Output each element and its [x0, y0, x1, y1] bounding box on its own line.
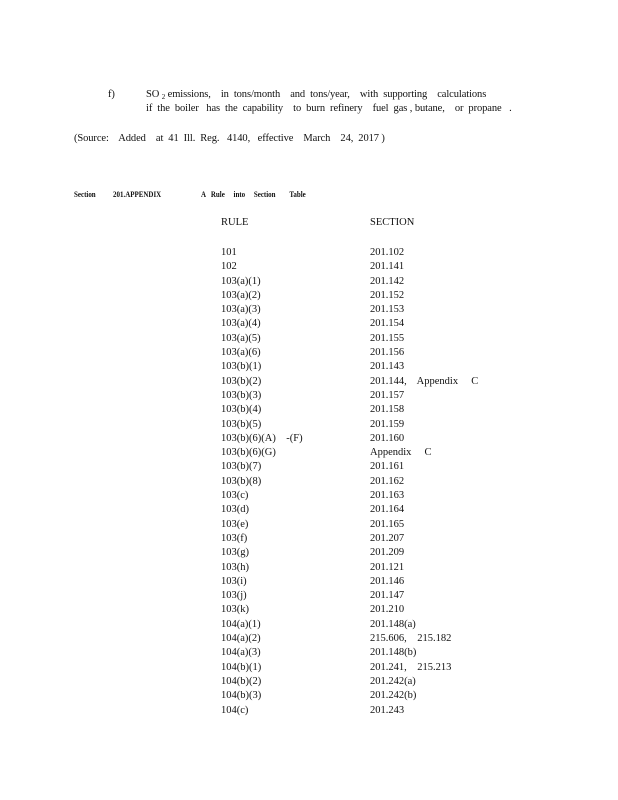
rule-cell: 104(b)(1)	[221, 661, 262, 673]
section-cell: Appendix C	[370, 447, 432, 459]
section-cell: 201.153	[370, 304, 405, 316]
section-cell: 201.142	[370, 275, 405, 287]
rule-cell: 103(d)	[221, 504, 249, 516]
rule-cell: 104(c)	[221, 704, 249, 716]
so-label: SO	[146, 89, 162, 100]
section-cell: 201.146	[370, 575, 405, 587]
rule-cell: 103(b)(2)	[221, 375, 262, 387]
item-marker: f)	[108, 89, 115, 100]
section-cell: 201.162	[370, 475, 405, 487]
section-cell: 201.164	[370, 504, 405, 516]
rule-cell: 103(k)	[221, 604, 249, 616]
rule-cell: 103(h)	[221, 561, 249, 573]
source-note: (Source: Added at 41 Ill. Reg. 4140, effective March 24, 2017 )	[74, 133, 385, 144]
section-cell: 201.155	[370, 332, 405, 344]
item-text-line-1-rest: emissions, in tons/month and tons/year, with supporting calculations	[165, 89, 487, 100]
section-cell: 201.163	[370, 490, 405, 502]
section-cell: 215.606, 215.182	[370, 633, 452, 645]
section-cell: 201.154	[370, 318, 405, 330]
section-cell: 201.152	[370, 289, 405, 301]
rule-cell: 103(g)	[221, 547, 249, 559]
section-cell: 201.209	[370, 547, 405, 559]
rule-cell: 103(a)(3)	[221, 304, 261, 316]
rule-cell: 104(a)(2)	[221, 633, 261, 645]
rule-cell: 103(b)(5)	[221, 418, 262, 430]
section-cell: 201.157	[370, 389, 405, 401]
rule-cell: 104(b)(3)	[221, 690, 262, 702]
rule-cell: 103(j)	[221, 590, 247, 602]
rule-cell: 103(a)(4)	[221, 318, 261, 330]
header-rule: RULE	[221, 217, 249, 228]
section-cell: 201.243	[370, 704, 405, 716]
rule-cell: 101	[221, 247, 237, 258]
rule-cell: 103(a)(1)	[221, 275, 261, 287]
rule-cell: 103(a)(5)	[221, 332, 261, 344]
section-cell: 201.207	[370, 532, 405, 544]
rule-cell: 103(b)(8)	[221, 475, 262, 487]
rule-cell: 103(a)(2)	[221, 289, 261, 301]
rule-cell: 103(a)(6)	[221, 347, 261, 359]
section-cell: 201.159	[370, 418, 405, 430]
section-cell: 201.156	[370, 347, 405, 359]
rule-cell: 104(a)(1)	[221, 618, 261, 630]
section-cell: 201.121	[370, 561, 405, 573]
rule-cell: 102	[221, 261, 237, 273]
rule-cell: 103(b)(6)(A) -(F)	[221, 432, 303, 444]
rule-cell: 103(b)(6)(G)	[221, 447, 276, 459]
appendix-heading-section: Section	[74, 189, 96, 199]
rule-cell: 103(f)	[221, 532, 248, 544]
rule-cell: 103(e)	[221, 518, 249, 530]
section-cell: 201.102	[370, 247, 405, 258]
rule-cell: 103(b)(4)	[221, 404, 262, 416]
item-text-line-2: if the boiler has the capability to burn refinery fuel gas , butane, or propane .	[146, 103, 512, 114]
section-cell: 201.143	[370, 361, 405, 373]
section-cell: 201.148(a)	[370, 618, 416, 630]
section-cell: 201.161	[370, 461, 405, 473]
rule-cell: 103(b)(3)	[221, 389, 262, 401]
section-cell: 201.160	[370, 432, 405, 444]
rule-cell: 104(b)(2)	[221, 675, 262, 687]
section-cell: 201.141	[370, 261, 405, 273]
section-cell: 201.165	[370, 518, 405, 530]
rule-cell: 104(a)(3)	[221, 647, 261, 659]
section-cell: 201.147	[370, 590, 405, 602]
rule-cell: 103(b)(7)	[221, 461, 262, 473]
appendix-heading-title: A Rule into Section Table	[201, 189, 306, 199]
section-cell: 201.242(a)	[370, 675, 416, 687]
section-cell: 201.242(b)	[370, 690, 417, 702]
rule-cell: 103(i)	[221, 575, 247, 587]
section-cell: 201.241, 215.213	[370, 661, 452, 673]
so-subscript: 2	[161, 93, 166, 101]
rule-cell: 103(c)	[221, 490, 249, 502]
header-section: SECTION	[370, 217, 415, 228]
section-cell: 201.148(b)	[370, 647, 417, 659]
appendix-heading-number: 201.APPENDIX	[113, 189, 162, 199]
section-cell: 201.158	[370, 404, 405, 416]
section-cell: 201.210	[370, 604, 405, 616]
section-cell: 201.144, Appendix C	[370, 375, 479, 387]
rule-cell: 103(b)(1)	[221, 361, 262, 373]
